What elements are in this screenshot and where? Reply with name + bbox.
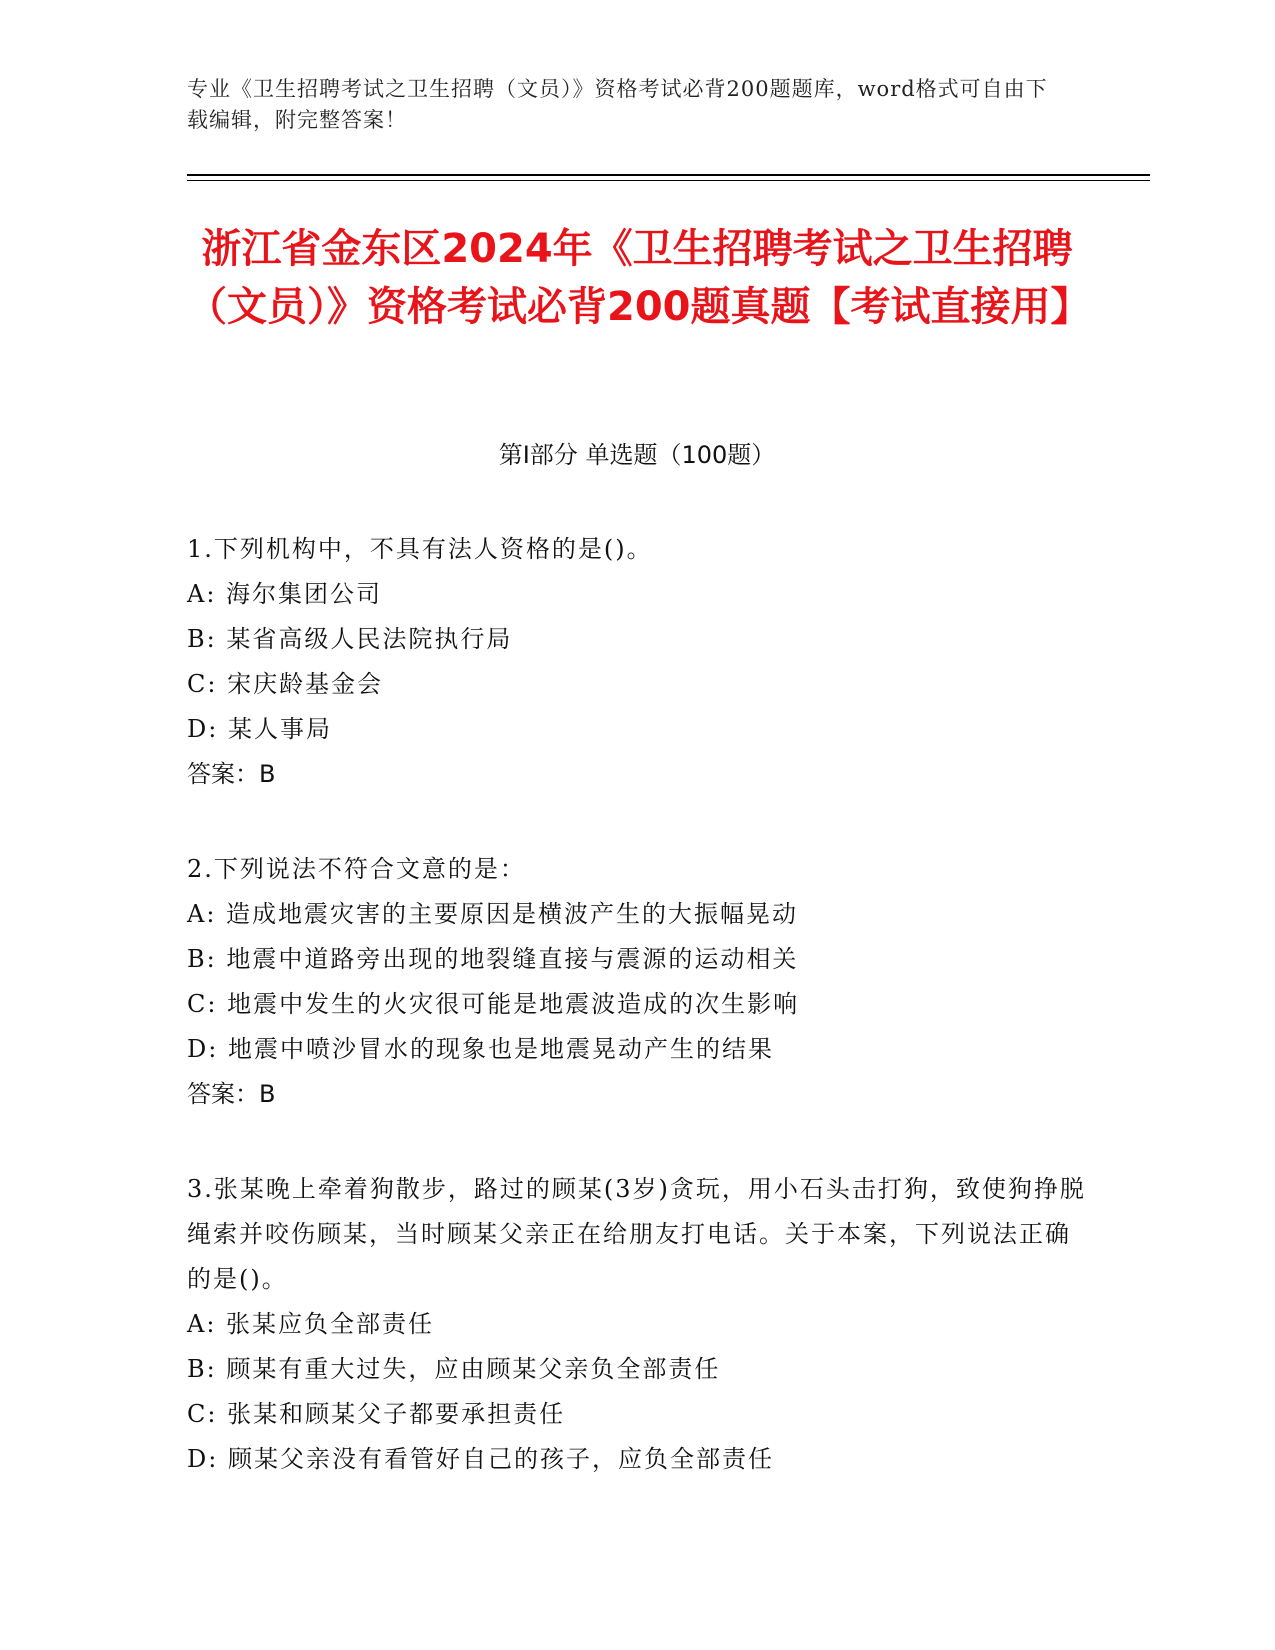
option-c: C: 张某和顾某父子都要承担责任 [187,1400,566,1428]
option-a: A: 张某应负全部责任 [187,1310,435,1338]
option-d: D: 顾某父亲没有看管好自己的孩子，应负全部责任 [187,1445,774,1473]
header-rule-thick [187,174,1150,176]
option-d: D: 某人事局 [187,715,332,743]
option-c: C: 宋庆龄基金会 [187,670,384,698]
header-note: 专业《卫生招聘考试之卫生招聘（文员）》资格考试必背200题题库，word格式可自由下载编辑，附完整答案！ [187,77,1048,132]
option-b: B: 顾某有重大过失，应由顾某父亲负全部责任 [187,1355,721,1383]
option-a: A: 造成地震灾害的主要原因是横波产生的大振幅晃动 [187,900,799,928]
option-a: A: 海尔集团公司 [187,580,383,608]
answer: 答案：B [187,1080,276,1108]
question-stem: 1.下列机构中，不具有法人资格的是()。 [187,535,653,563]
option-d: D: 地震中喷沙冒水的现象也是地震晃动产生的结果 [187,1035,774,1063]
question-item-3 [187,1167,1087,1482]
answer: 答案：B [187,760,276,788]
option-b: B: 地震中道路旁出现的地裂缝直接与震源的运动相关 [187,945,799,973]
section-heading: 第I部分 单选题（100题） [498,441,776,469]
question-item-1 [187,527,1087,797]
option-b: B: 某省高级人民法院执行局 [187,625,513,653]
document-title: 浙江省金东区2024年《卫生招聘考试之卫生招聘（文员）》资格考试必背200题真题【考试直接用】 [187,226,1091,330]
option-c: C: 地震中发生的火灾很可能是地震波造成的次生影响 [187,990,800,1018]
question-stem: 3.张某晚上牵着狗散步，路过的顾某(3岁)贪玩，用小石头击打狗，致使狗挣脱绳索并咬伤顾某，当时顾某父亲正在给朋友打电话。关于本案，下列说法正确的是()。 [187,1175,1086,1293]
header-rule-thin [187,180,1150,181]
question-list [187,527,1087,1532]
question-stem: 2.下列说法不符合文意的是： [187,855,526,883]
question-item-2 [187,847,1087,1117]
